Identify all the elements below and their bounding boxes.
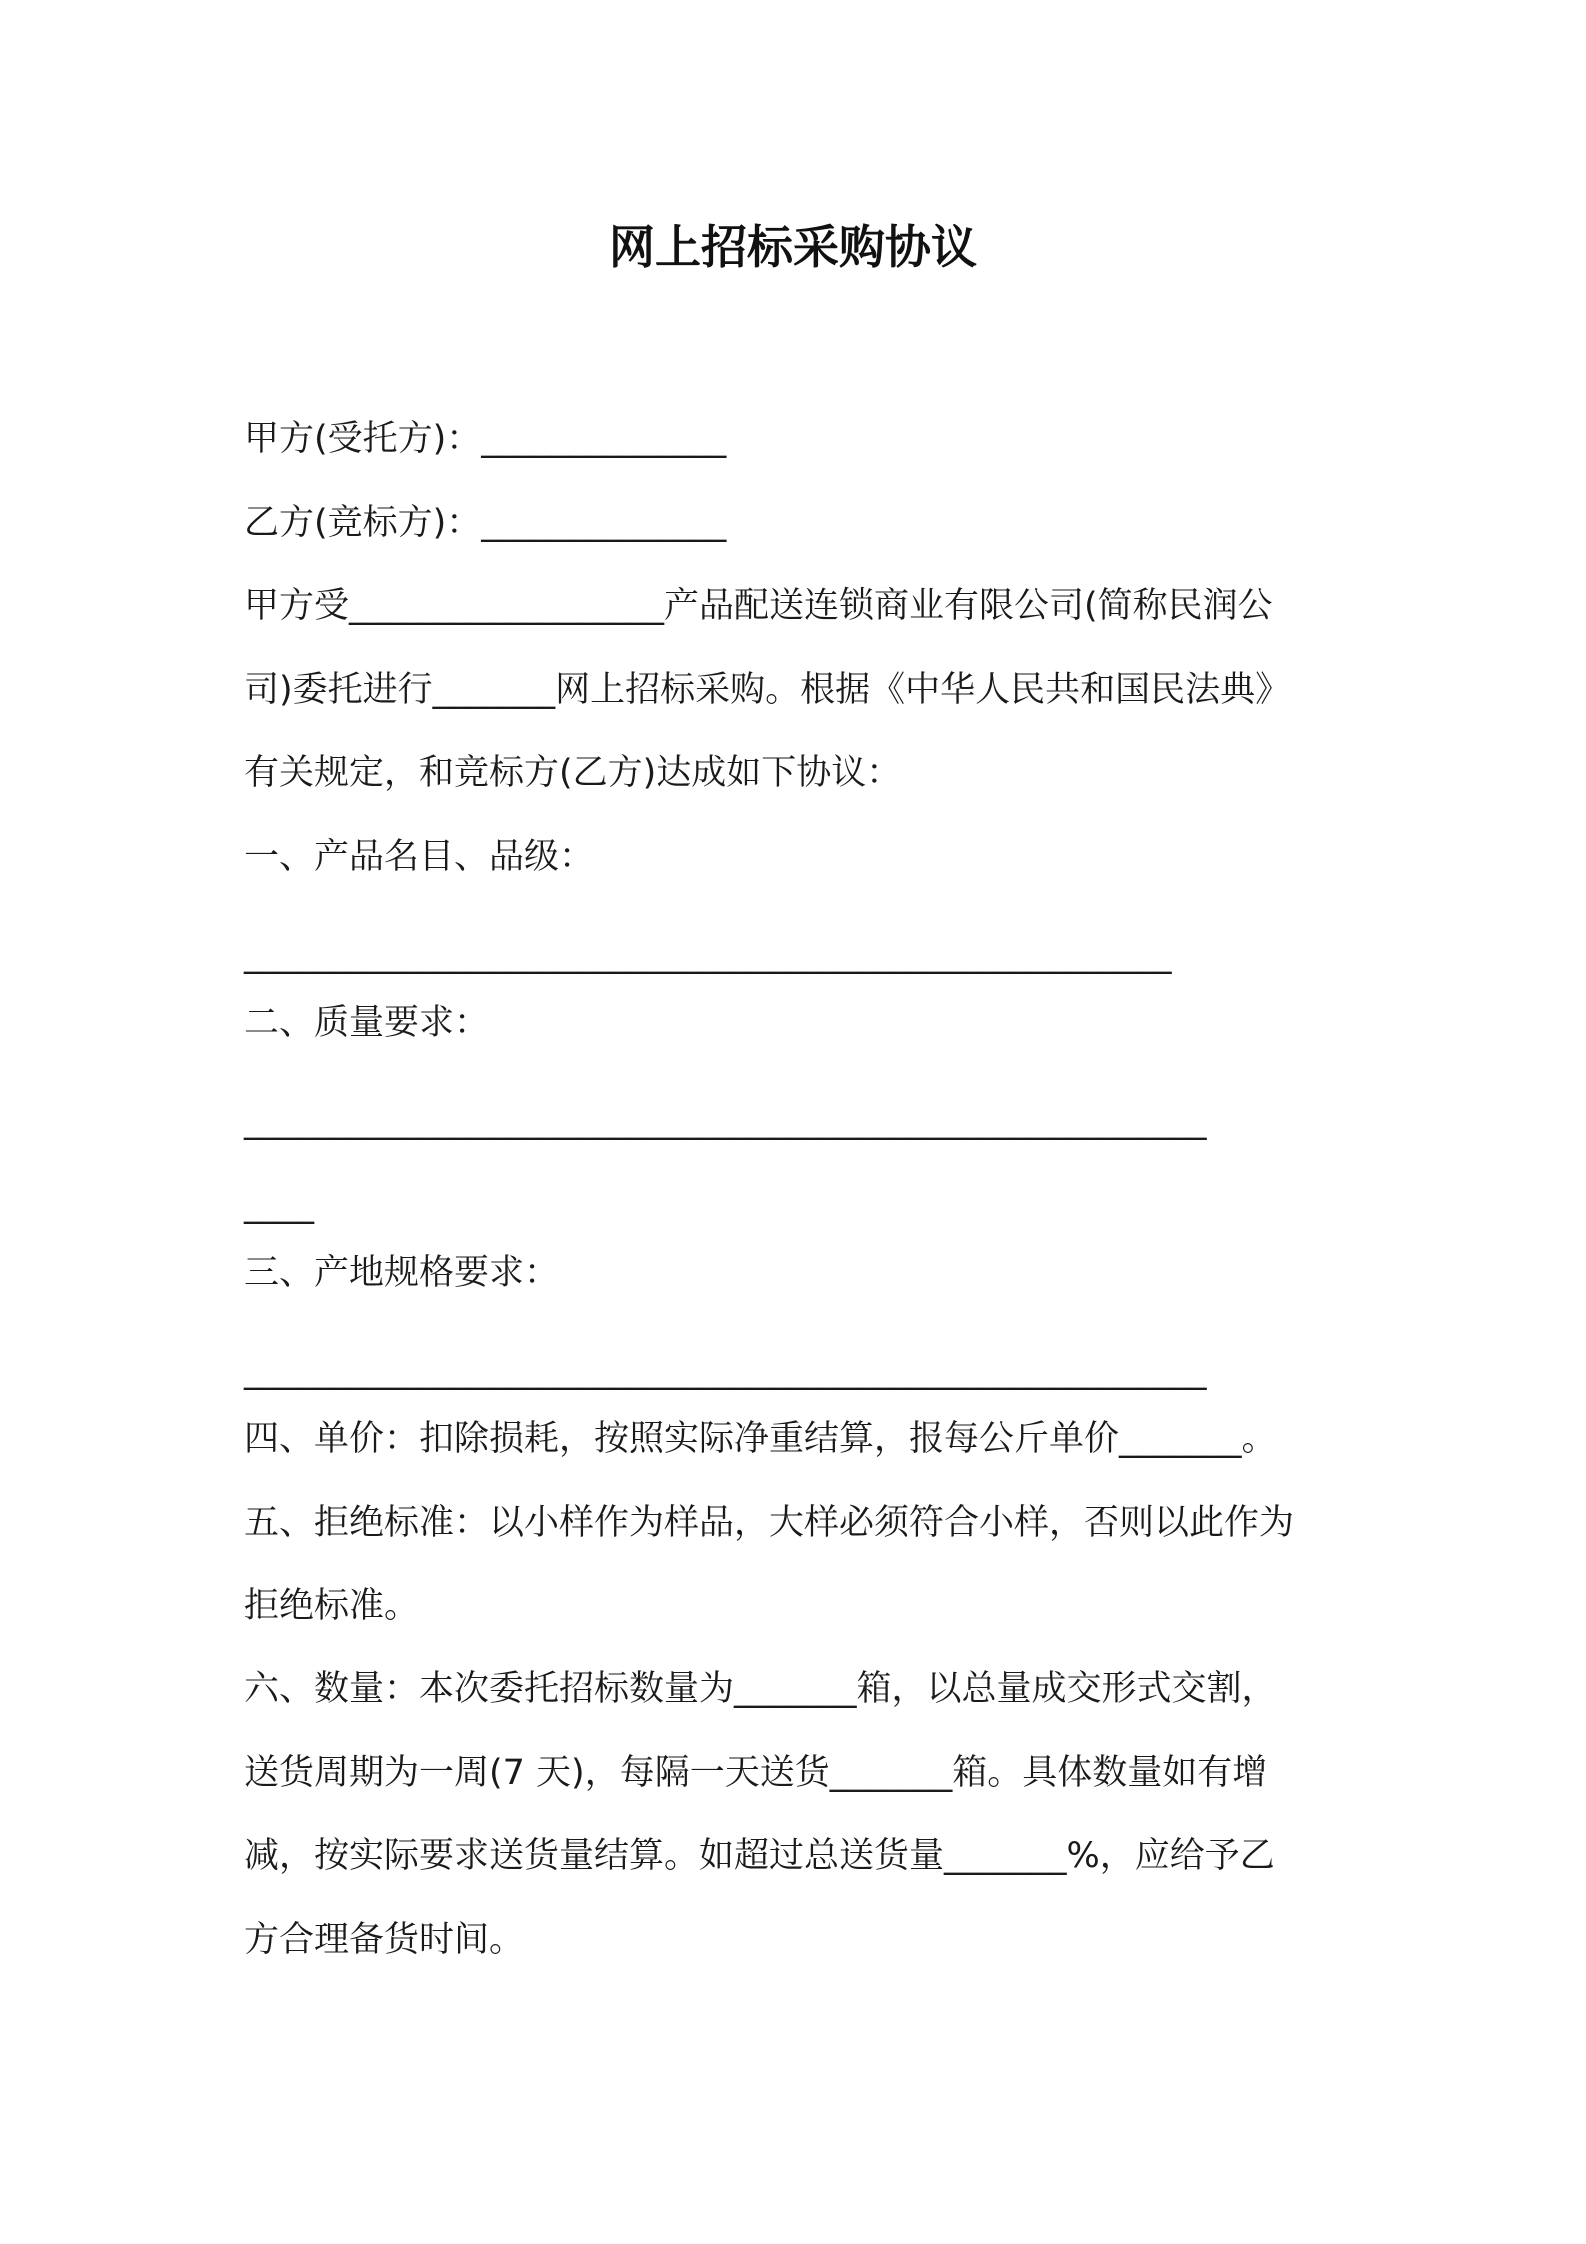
- intro-line-3: 有关规定，和竞标方(乙方)达成如下协议：: [244, 753, 902, 793]
- clause-6-line-3: 减，按实际要求送货量结算。如超过总送货量_______%，应给予乙: [244, 1836, 1275, 1876]
- intro-line-1: 甲方受__________________产品配送连锁商业有限公司(简称民润公: [244, 586, 1273, 626]
- clause-3-heading: 三、产地规格要求：: [244, 1253, 560, 1293]
- clause-1-blank: _____________________________________________________: [244, 935, 1172, 975]
- clause-5-line-1: 五、拒绝标准：以小样作为样品，大样必须符合小样，否则以此作为: [244, 1503, 1295, 1543]
- clause-2-blank-cont: ____: [244, 1185, 314, 1225]
- document-title: 网上招标采购协议: [609, 220, 977, 274]
- clause-2-heading: 二、质量要求：: [244, 1003, 490, 1043]
- clause-5-line-2: 拒绝标准。: [244, 1586, 420, 1626]
- clause-6-line-1: 六、数量：本次委托招标数量为_______箱，以总量成交形式交割，: [244, 1669, 1277, 1709]
- clause-6-line-2: 送货周期为一周(7 天)，每隔一天送货_______箱。具体数量如有增: [244, 1753, 1268, 1793]
- clause-6-line-4: 方合理备货时间。: [244, 1920, 525, 1960]
- intro-line-2: 司)委托进行_______网上招标采购。根据《中华人民共和国民法典》: [244, 670, 1291, 710]
- party-a-line: 甲方(受托方)：______________: [244, 419, 727, 459]
- clause-4-line: 四、单价：扣除损耗，按照实际净重结算，报每公斤单价_______。: [244, 1419, 1277, 1459]
- party-b-line: 乙方(竞标方)：______________: [244, 503, 727, 543]
- clause-3-blank: _______________________________________________________: [244, 1351, 1207, 1391]
- clause-2-blank: _______________________________________________________: [244, 1101, 1207, 1141]
- clause-1-heading: 一、产品名目、品级：: [244, 837, 595, 877]
